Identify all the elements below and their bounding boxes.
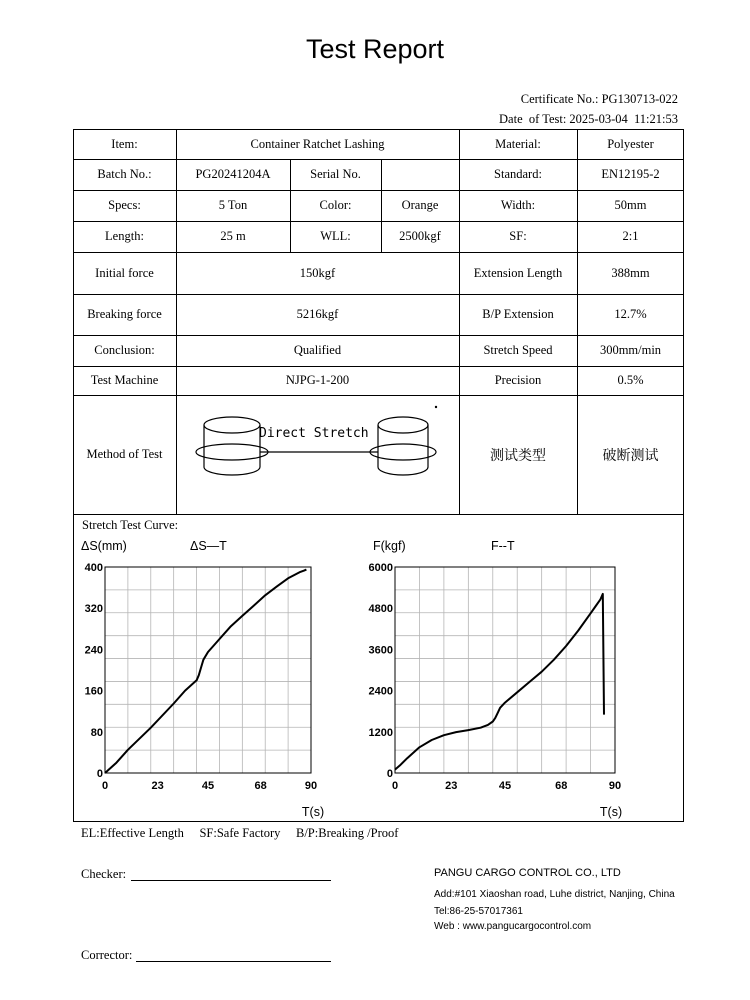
displacement-time-chart: [73, 535, 333, 825]
wll-value: 2500kgf: [399, 229, 441, 243]
corrector-label: Corrector:: [81, 948, 133, 962]
specs-label: Specs:: [108, 198, 141, 212]
color-value: Orange: [401, 198, 439, 212]
stretch-speed-label: Stretch Speed: [483, 343, 553, 357]
sf-value: 2:1: [622, 229, 639, 243]
test-type-value: 破断测试: [602, 446, 659, 463]
serial-value: [381, 159, 459, 190]
chart2-x-tick: 90: [608, 780, 622, 792]
chart2-y-label: F(kgf): [373, 539, 406, 553]
extension-length-value: 388mm: [611, 265, 650, 280]
certificate-number: Certificate No.: PG130713-022: [520, 92, 678, 106]
test-date: Date of Test: 2025-03-04 11:21:53: [499, 112, 678, 126]
extension-length-label: Extension Length: [473, 265, 563, 280]
company-name: PANGU CARGO CONTROL CO., LTD: [434, 867, 621, 879]
chart2-x-tick: 0: [391, 780, 399, 792]
checker-signature-line: [131, 880, 331, 881]
company-web: Web : www.pangucargocontrol.com: [434, 921, 592, 932]
stretch-speed-value: 300mm/min: [599, 343, 662, 357]
breaking-force-value: 5216kgf: [296, 307, 339, 321]
chart1-y-tick: 160: [84, 685, 103, 698]
standard-value: EN12195-2: [601, 167, 660, 181]
bp-extension-label: B/P Extension: [482, 307, 554, 321]
breaking-force-label: Breaking force: [87, 307, 162, 321]
chart1-y-tick: 400: [84, 562, 103, 574]
material-label: Material:: [495, 136, 541, 151]
chart2-y-tick: 6000: [368, 562, 393, 574]
chart2-y-tick: 3600: [368, 644, 393, 657]
wll-label: WLL:: [320, 229, 351, 243]
test-machine-value: NJPG-1-200: [285, 373, 350, 387]
batch-value: PG20241204A: [195, 167, 271, 181]
item-label: Item:: [111, 136, 138, 151]
precision-value: 0.5%: [617, 373, 644, 387]
precision-label: Precision: [494, 373, 542, 387]
chart2-y-tick: 0: [386, 768, 393, 780]
curve-section-label: Stretch Test Curve:: [82, 518, 179, 532]
chart1-y-tick: 320: [84, 603, 103, 616]
chart2-y-tick: 4800: [368, 603, 393, 616]
chart1-x-tick: 68: [254, 780, 267, 792]
chart2-x-tick: 68: [555, 780, 568, 792]
report-title: Test Report: [305, 34, 445, 64]
row-divider: [73, 514, 684, 515]
chart2-title: F--T: [491, 539, 515, 553]
test-machine-label: Test Machine: [90, 373, 159, 387]
force-time-chart: [360, 535, 650, 825]
initial-force-label: Initial force: [95, 265, 154, 280]
chart1-x-tick: 45: [201, 780, 215, 792]
company-tel: Tel:86-25-57017361: [434, 906, 523, 917]
chart1-x-tick: 0: [101, 780, 109, 792]
chart1-y-tick: 0: [96, 768, 103, 780]
chart2-x-tick: 23: [445, 780, 458, 792]
initial-force-value: 150kgf: [299, 265, 336, 280]
color-label: Color:: [319, 198, 352, 212]
chart1-y-tick: 80: [90, 726, 103, 739]
chart1-y-label: ΔS(mm): [81, 539, 127, 553]
length-value: 25 m: [220, 229, 246, 243]
diagram-label: Direct Stretch: [259, 426, 369, 441]
batch-label: Batch No.:: [97, 167, 152, 181]
corrector-signature-line: [136, 961, 331, 962]
conclusion-label: Conclusion:: [94, 343, 155, 357]
bp-extension-value: 12.7%: [614, 307, 647, 321]
material-value: Polyester: [607, 136, 654, 151]
standard-label: Standard:: [494, 167, 542, 181]
chart1-y-tick: 240: [84, 644, 103, 657]
serial-label: Serial No.: [310, 167, 361, 181]
checker-label: Checker:: [81, 867, 127, 881]
direct-stretch-diagram: [177, 396, 459, 514]
test-type-label: 测试类型: [490, 446, 546, 463]
chart1-x-tick: 23: [151, 780, 164, 792]
chart1-series-line: [105, 570, 306, 773]
item-value: Container Ratchet Lashing: [250, 136, 385, 151]
chart1-title: ΔS—T: [190, 539, 227, 553]
chart2-y-tick: 1200: [368, 726, 393, 739]
conclusion-value: Qualified: [293, 343, 342, 357]
length-label: Length:: [105, 229, 144, 243]
chart1-x-label: T(s): [301, 805, 325, 819]
specs-value: 5 Ton: [218, 198, 248, 212]
method-label: Method of Test: [86, 447, 163, 461]
company-address: Add:#101 Xiaoshan road, Luhe district, Nanjing, China: [434, 889, 675, 900]
chart2-x-label: T(s): [599, 805, 623, 819]
chart2-y-tick: 2400: [368, 685, 393, 698]
width-label: Width:: [500, 198, 536, 212]
abbreviation-footnote: EL:Effective Length SF:Safe Factory B/P:Breaking /Proof: [81, 826, 399, 840]
width-value: 50mm: [614, 198, 647, 212]
sf-label: SF:: [509, 229, 527, 243]
chart2-x-tick: 45: [498, 780, 512, 792]
chart1-x-tick: 90: [304, 780, 318, 792]
